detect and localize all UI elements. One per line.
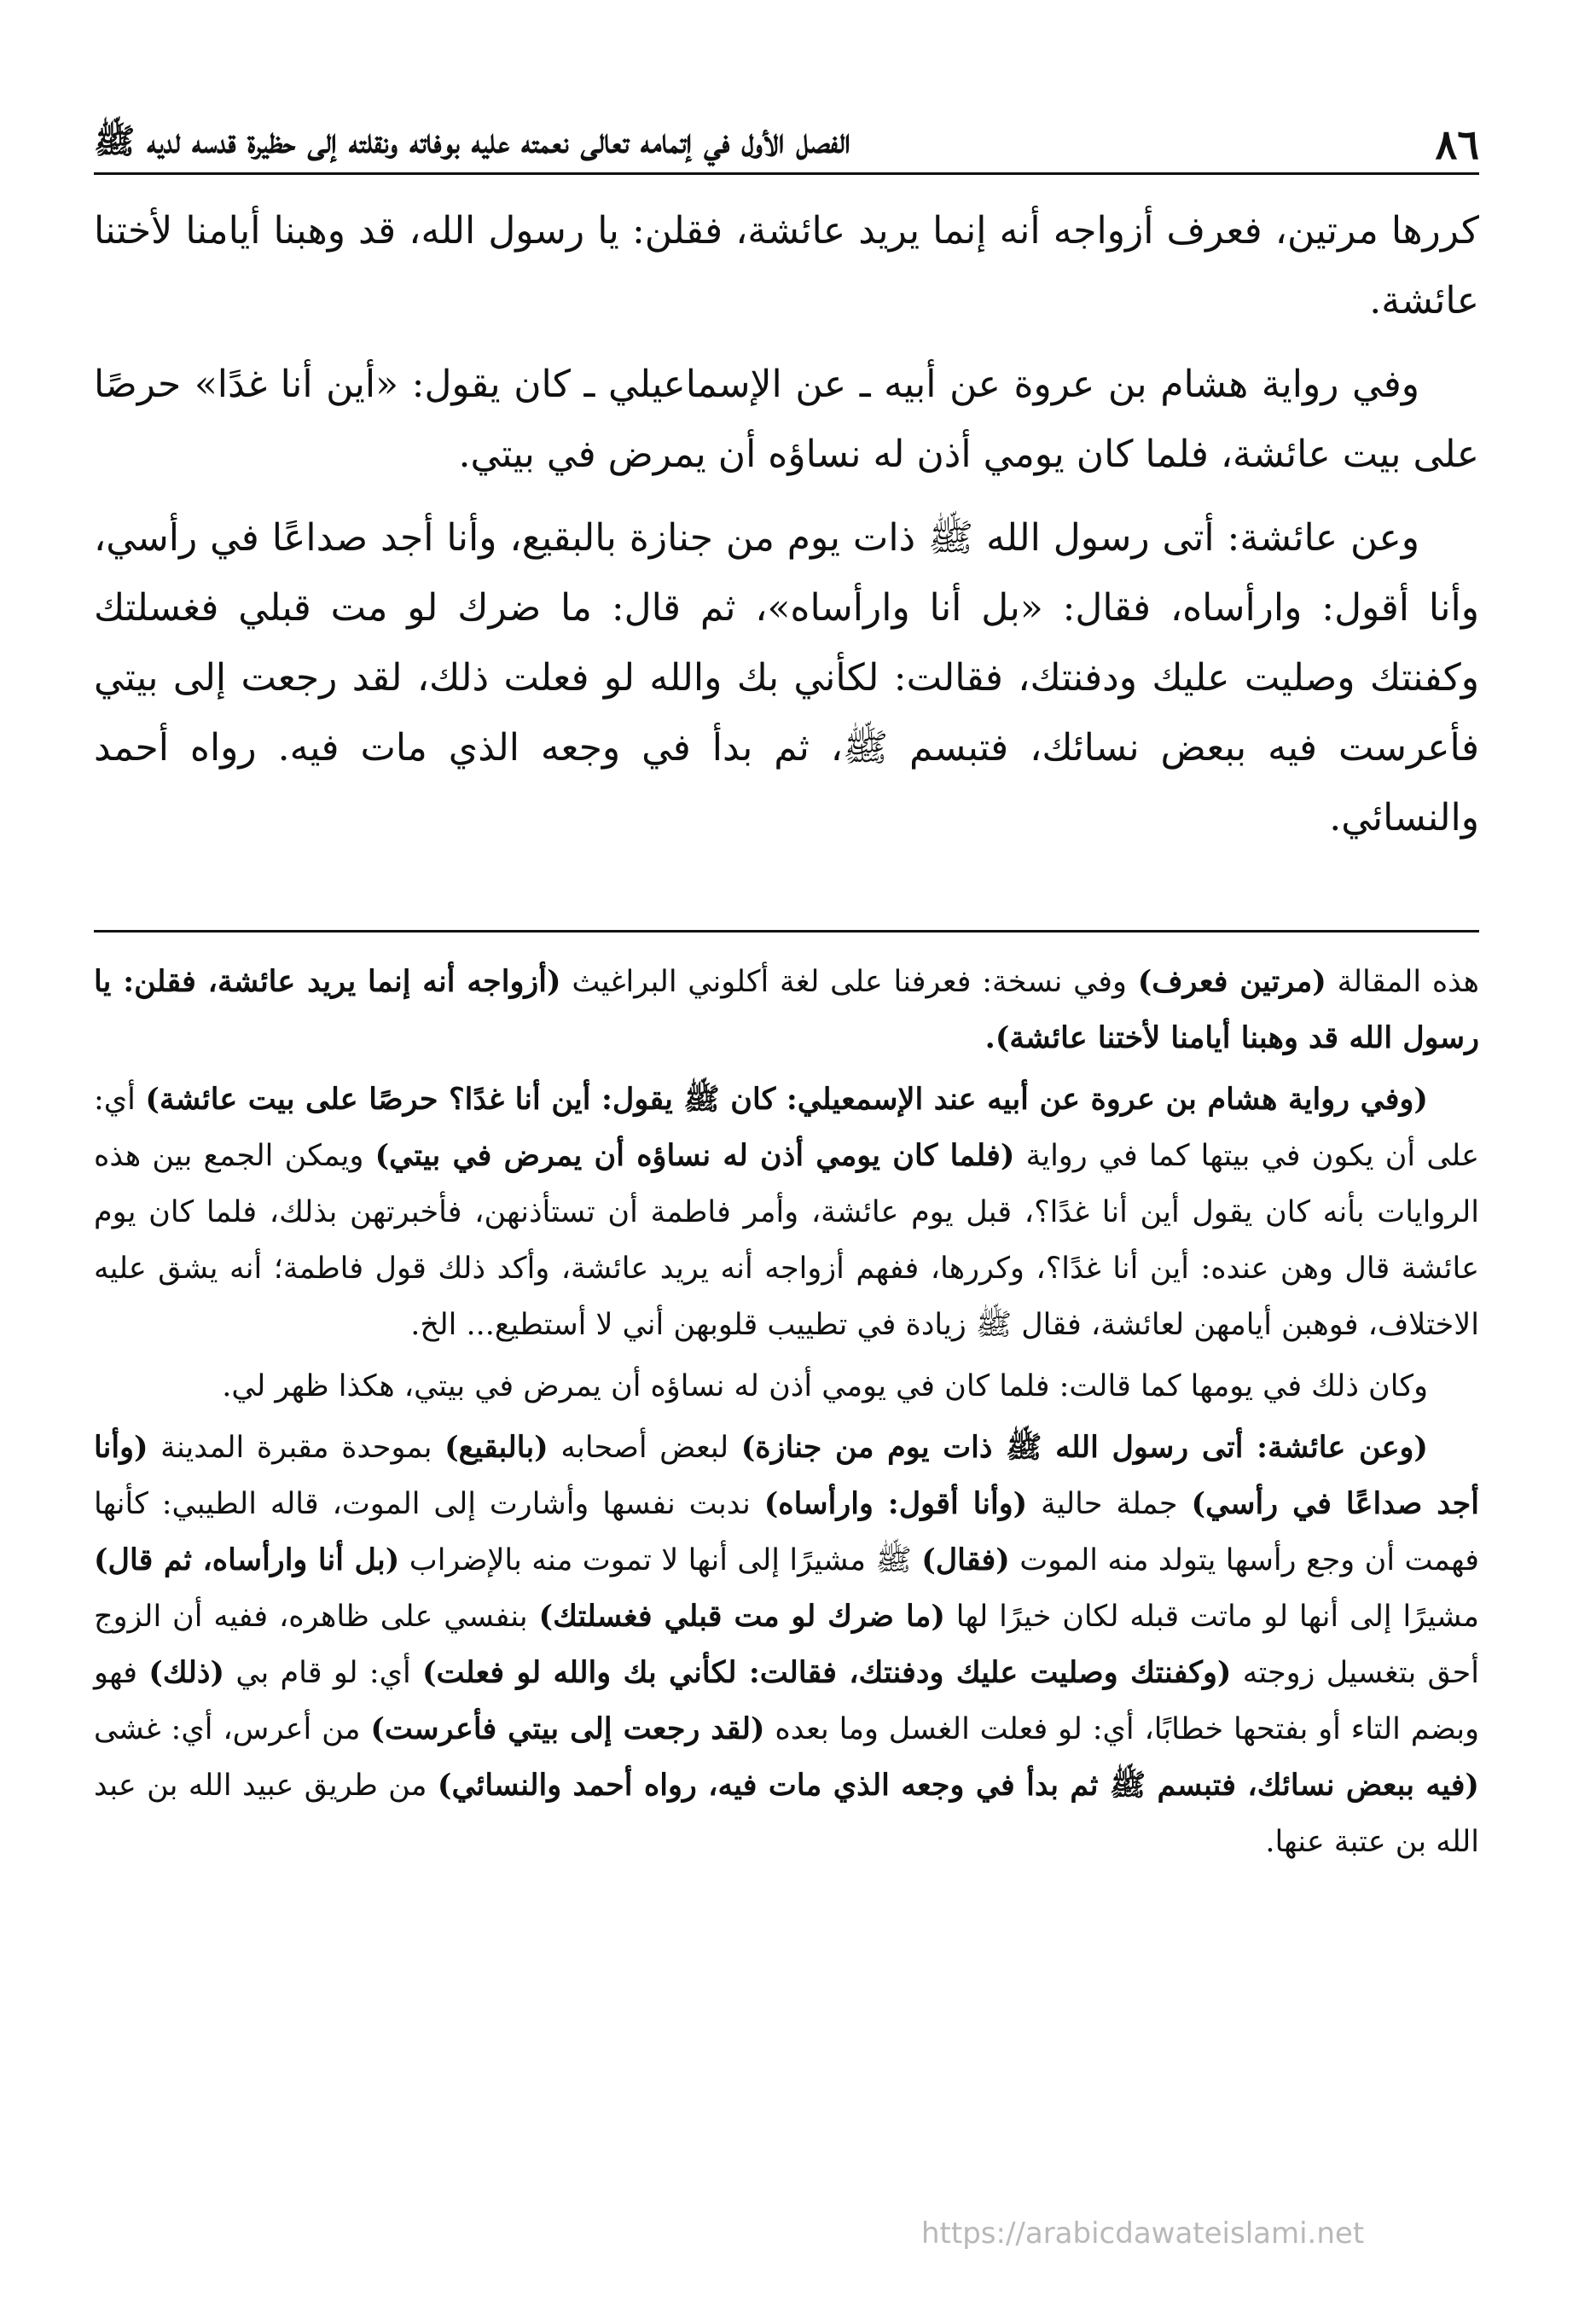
commentary-quote: (بالبقيع) [444,1430,549,1465]
commentary-text: لبعض أصحابه [548,1431,741,1465]
commentary-quote: (وأنا أجد صداعًا في رأسي) [94,1430,1479,1521]
main-text [94,196,1479,867]
commentary-quote: (مرتين فعرف) [1137,964,1326,999]
commentary-text: مشيرًا إلى أنها لو ماتت قبله لكان خيرًا لها [944,1600,1480,1634]
watermark-url: https://arabicdawateislami.net [921,2217,1365,2251]
commentary-quote: (وكفنتك وصليت عليك ودفنتك، فقالت: لكأني بك والله لو فعلت) [421,1655,1232,1690]
commentary-text: من أعرس، أي: غشى [94,1712,371,1746]
commentary-text: أي: على أن يكون في بيتها كما في رواية [94,1083,1479,1173]
commentary-quote: (فيه ببعض نسائك، فتبسم ﷺ ثم بدأ في وجعه الذي مات فيه، رواه أحمد والنسائي) [437,1768,1479,1803]
commentary-quote: (وأنا أقول: وارأساه) [763,1486,1028,1521]
commentary-text: أي: لو قام بي [224,1656,422,1690]
commentary-paragraph-1 [94,954,1479,1066]
commentary-text: هذه المقالة [1326,965,1479,999]
commentary-quote: (ما ضرك لو مت قبلي فغسلتك) [538,1599,945,1634]
page-header [94,118,1479,175]
chapter-title: الفصل الأول في إتمامه تعالى نعمته عليه بوفاته ونقلته إلى حظيرة قدسه لديه ﷺ [94,121,850,161]
commentary-quote: (أزواجه أنه إنما يريد عائشة، فقلن: يا رسول الله قد وهبنا أيامنا لأختنا عائشة). [94,964,1479,1055]
commentary-quote: (فلما كان يومي أذن له نساؤه أن يمرض في بيتي) [374,1138,1015,1173]
commentary-text: ويمكن الجمع بين هذه الروايات بأنه كان يقول أين أنا غدًا؟، قبل يوم عائشة، وأمر فاطمة أن تستأذنهن، فأخبرتهن بذلك، فلما كان يوم عائشة قال وهن عنده: أين أنا غدًا؟، وكررها، ففهم أزواجه أنه يريد عائشة، وأكد ذلك قول فاطمة؛ أنه يشق عليه الاختلاف، فوهبن أيامهن لعائشة، فقال ﷺ زيادة في تطييب قلوبهن أني لا أستطيع... الخ. [94,1139,1479,1342]
commentary-text: جملة حالية [1027,1487,1192,1521]
section-divider [94,930,1479,933]
commentary-paragraph-4 [94,1420,1479,1870]
commentary-text: وفي نسخة: فعرفنا على لغة أكلوني البراغيث [560,965,1138,999]
commentary [94,954,1479,1875]
commentary-quote: (فقال) [921,1543,1010,1577]
commentary-quote: (لقد رجعت إلى بيتي فأعرست) [370,1711,765,1746]
commentary-text: ﷺ مشيرًا إلى أنها لا تموت منه بالإضراب [399,1543,922,1577]
commentary-text: فهو وبضم التاء أو بفتحها خطابًا، أي: لو فعلت الغسل وما بعده [94,1656,1479,1746]
commentary-quote: (ذلك) [148,1655,225,1690]
commentary-quote: (وعن عائشة: أتى رسول الله ﷺ ذات يوم من جنازة) [740,1430,1428,1465]
page-number: ٨٦ [1435,121,1479,169]
commentary-text: ندبت نفسها وأشارت إلى الموت، قاله الطيبي: كأنها فهمت أن وجع رأسها يتولد منه الموت [94,1487,1479,1577]
commentary-text: من طريق عبيد الله بن عبد الله بن عتبة عنها. [94,1769,1479,1859]
commentary-text: بنفسي على ظاهره، ففيه أن الزوج أحق بتغسيل زوجته [94,1600,1479,1690]
main-paragraph-1: كررها مرتين، فعرف أزواجه أنه إنما يريد عائشة، فقلن: يا رسول الله، قد وهبنا أيامنا لأختنا عائشة. [94,209,1479,322]
main-paragraph-2: وفي رواية هشام بن عروة عن أبيه ـ عن الإسماعيلي ـ كان يقول: «أين أنا غدًا» حرصًا على بيت عائشة، فلما كان يومي أذن له نساؤه أن يمرض في بيتي. [94,363,1479,476]
commentary-quote: (بل أنا وارأساه، ثم قال) [94,1543,400,1577]
main-paragraph-3: وعن عائشة: أتى رسول الله ﷺ ذات يوم من جنازة بالبقيع، وأنا أجد صداعًا في رأسي، وأنا أقول: وارأساه، فقال: «بل أنا وارأساه»، ثم قال: ما ضرك لو مت قبلي فغسلتك وكفنتك وصليت عليك ودفنتك، فقالت: لكأني بك والله لو فعلت ذلك، لقد رجعت إلى بيتي فأعرست فيه ببعض نسائك، فتبسم ﷺ، ثم بدأ في وجعه الذي مات فيه. رواه أحمد والنسائي. [94,516,1480,840]
commentary-paragraph-3: وكان ذلك في يومها كما قالت: فلما كان في يومي أذن له نساؤه أن يمرض في بيتي، هكذا ظهر لي. [222,1369,1428,1403]
commentary-quote: (وفي رواية هشام بن عروة عن أبيه عند الإسمعيلي: كان ﷺ يقول: أين أنا غدًا؟ حرصًا على بيت عائشة) [145,1082,1428,1117]
commentary-paragraph-2 [94,1072,1479,1353]
commentary-text: بموحدة مقبرة المدينة [148,1431,445,1465]
